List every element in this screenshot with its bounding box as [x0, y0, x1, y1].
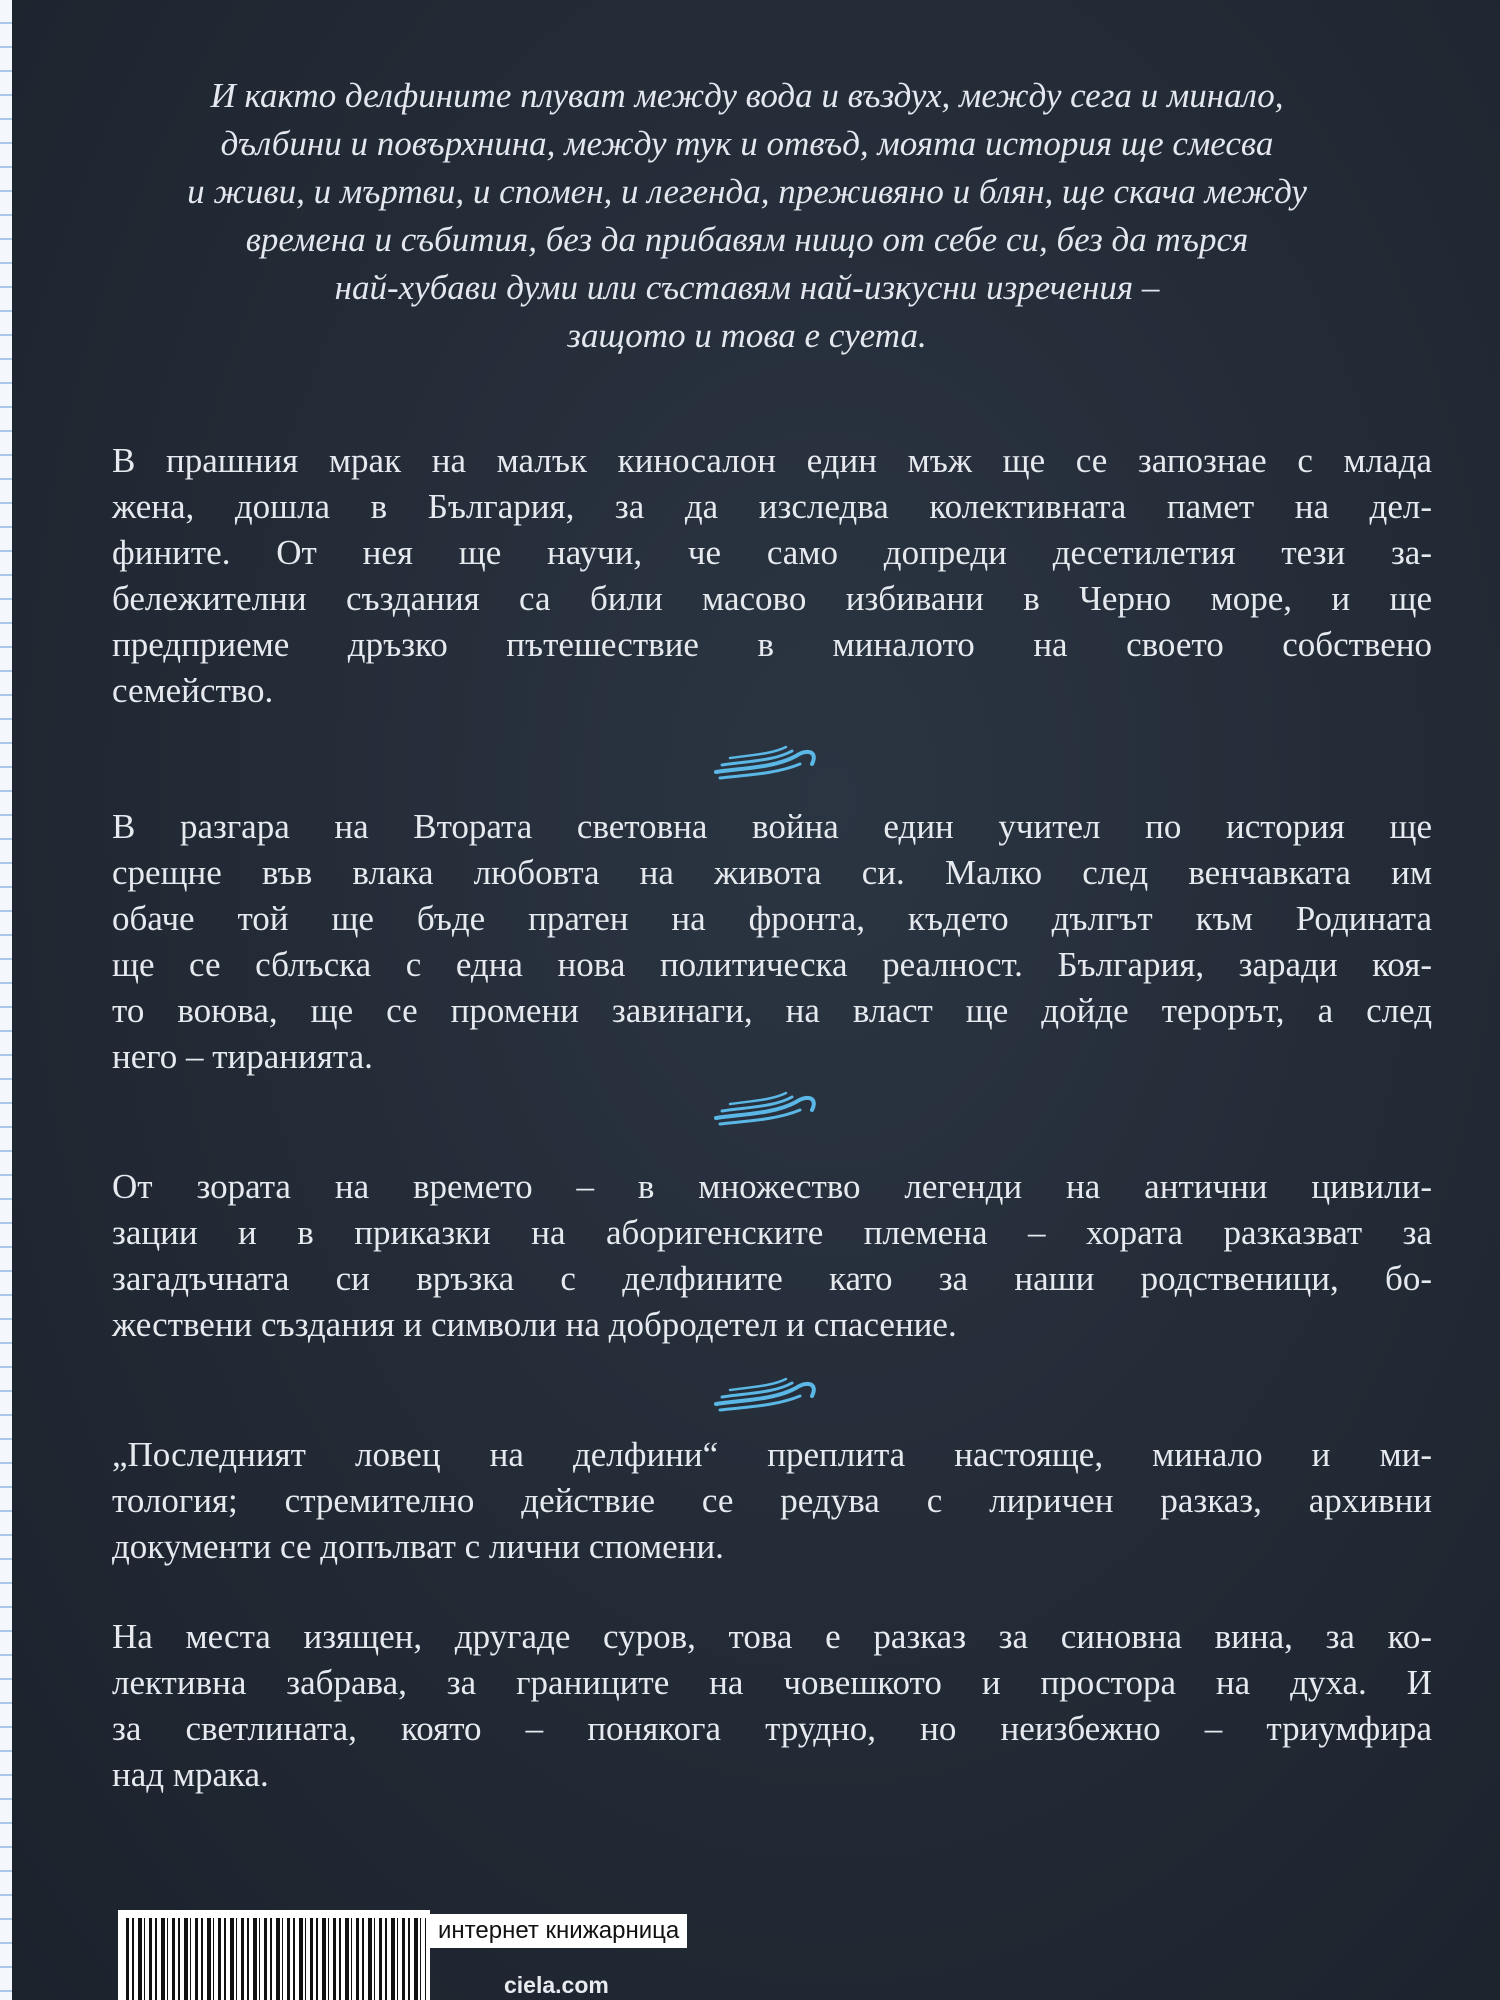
paragraph-line: ще се сблъска с една нова политическа реалност. България, заради коя-	[112, 945, 1432, 984]
paragraph-line: него – тиранията.	[112, 1037, 373, 1076]
paragraph-line: От зората на времето – в множество легенди на антични цивили-	[112, 1167, 1432, 1206]
paragraph-line: фините. От нея ще научи, че само допреди десетилетия тези за-	[112, 533, 1432, 572]
website-link[interactable]: ciela.com	[504, 1972, 609, 1998]
intro-line: най-хубави думи или съставям най-изкусни изречения –	[334, 268, 1160, 307]
synopsis-paragraph-5	[112, 1614, 1432, 1798]
paragraph-line: над мрака.	[112, 1755, 269, 1794]
paragraph-line: „Последният ловец на делфини“ преплита настояще, минало и ми-	[112, 1435, 1432, 1474]
wave-ornament-icon	[712, 1370, 822, 1412]
paragraph-line: за светлината, която – понякога трудно, но неизбежно – триумфира	[112, 1709, 1432, 1748]
paragraph-line: загадъчната си връзка с делфините като за наши родственици, бо-	[112, 1259, 1432, 1298]
intro-line: защото и това е суета.	[567, 316, 927, 355]
book-back-cover	[12, 0, 1500, 2000]
intro-italic-quote	[112, 72, 1382, 360]
barcode	[118, 1910, 430, 2000]
synopsis-paragraph-2	[112, 804, 1432, 1080]
intro-line: дълбини и повърхнина, между тук и отвъд, моята история ще смесва	[220, 124, 1274, 163]
barcode-bars	[126, 1918, 426, 2000]
paragraph-line: В прашния мрак на малък киносалон един мъж ще се запознае с млада	[112, 441, 1432, 480]
synopsis-paragraph-3	[112, 1164, 1432, 1348]
paragraph-line: На места изящен, другаде суров, това е разказ за синовна вина, за ко-	[112, 1617, 1432, 1656]
paragraph-line: семейство.	[112, 671, 274, 710]
paragraph-line: предприеме дръзко пътешествие в миналото на своето собствено	[112, 625, 1432, 664]
synopsis-paragraph-4	[112, 1432, 1432, 1570]
paragraph-line: лективна забрава, за границите на човешкото и простора на духа. И	[112, 1663, 1432, 1702]
bookstore-label: интернет книжарница	[430, 1914, 687, 1948]
paragraph-line: обаче той ще бъде пратен на фронта, където дългът към Родината	[112, 899, 1432, 938]
intro-line: и живи, и мъртви, и спомен, и легенда, преживяно и блян, ще скача между	[187, 172, 1307, 211]
synopsis-paragraph-1	[112, 438, 1432, 714]
paragraph-line: В разгара на Втората световна война един учител по история ще	[112, 807, 1432, 846]
paragraph-line: тология; стремително действие се редува с лиричен разказ, архивни	[112, 1481, 1432, 1520]
wave-ornament-icon	[712, 738, 822, 780]
paragraph-line: документи се допълват с лични спомени.	[112, 1527, 724, 1566]
paragraph-line: срещне във влака любовта на живота си. Малко след венчавката им	[112, 853, 1432, 892]
paragraph-line: зации и в приказки на аборигенските племена – хората разказват за	[112, 1213, 1432, 1252]
intro-line: И както делфините плуват между вода и въздух, между сега и минало,	[210, 76, 1284, 115]
paragraph-line: жествени създания и символи на добродетел и спасение.	[112, 1305, 957, 1344]
paragraph-line: бележителни създания са били масово избивани в Черно море, и ще	[112, 579, 1432, 618]
paragraph-line: то воюва, ще се промени завинаги, на власт ще дойде терорът, а след	[112, 991, 1432, 1030]
intro-line: времена и събития, без да прибавям нищо от себе си, без да търся	[245, 220, 1249, 259]
paragraph-line: жена, дошла в България, за да изследва колективната памет на дел-	[112, 487, 1432, 526]
wave-ornament-icon	[712, 1084, 822, 1126]
